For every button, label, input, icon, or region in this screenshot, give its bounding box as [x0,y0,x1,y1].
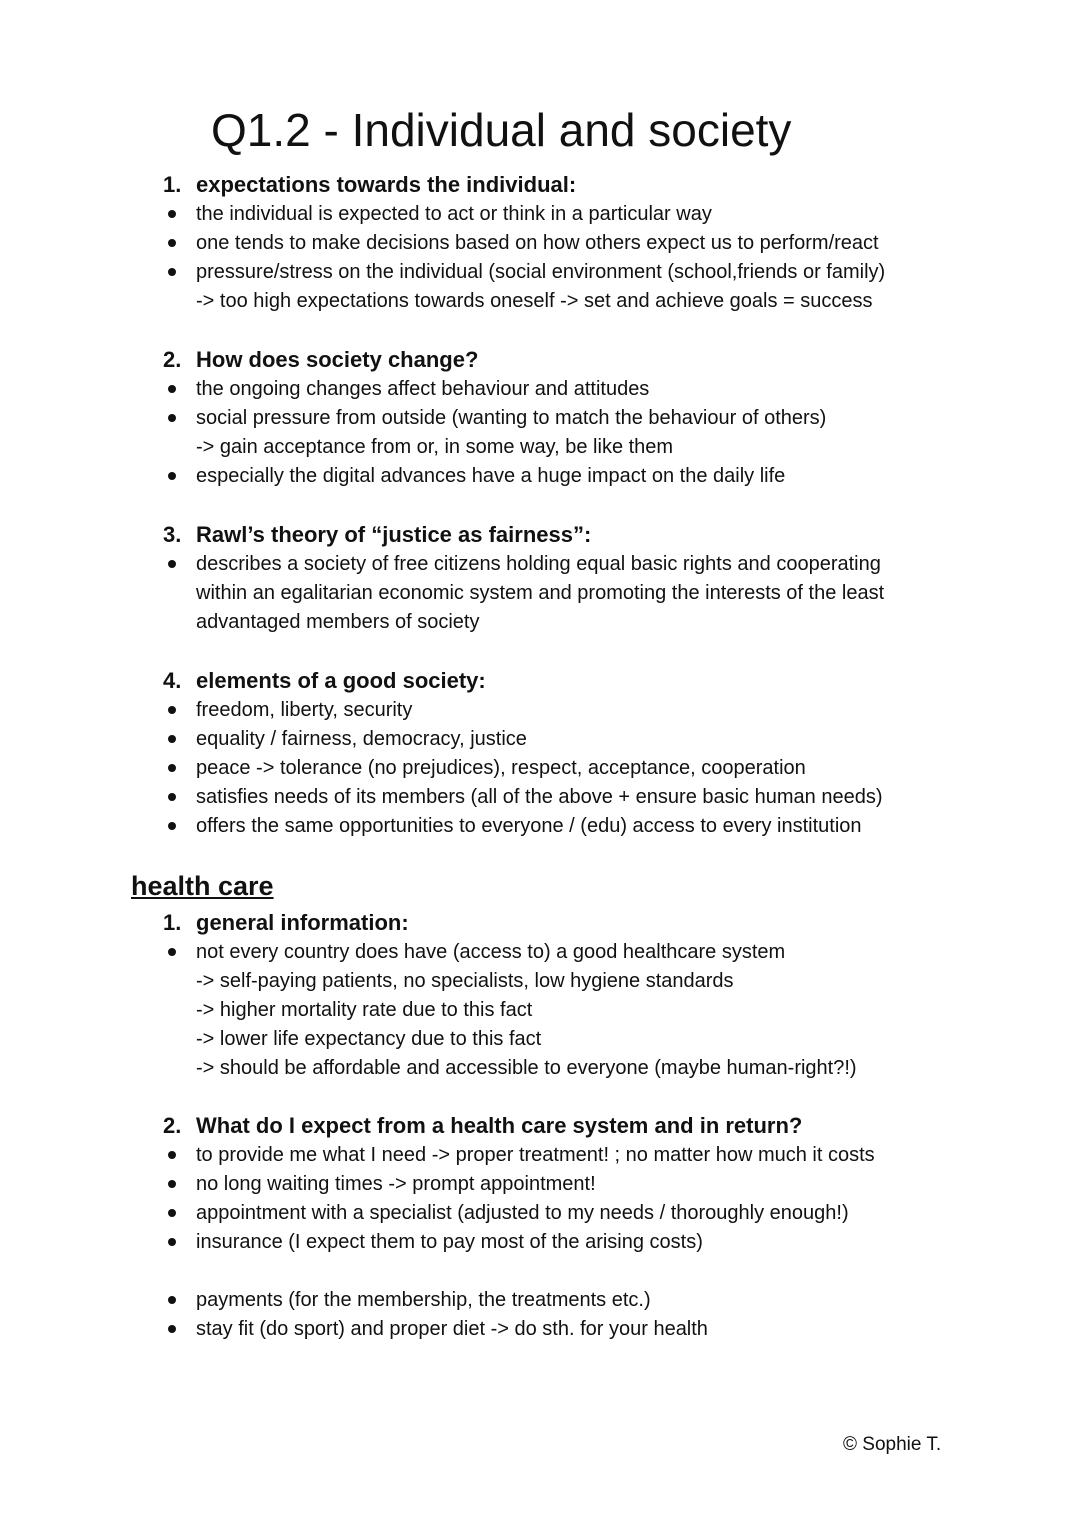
line-text: -> gain acceptance from or, in some way, be like them [196,436,674,458]
line-text: social pressure from outside (wanting to match the behaviour of others) [196,407,827,429]
bullet-item [196,1199,849,1228]
bullet-dot-icon [168,1325,176,1333]
bullet-dot-icon [168,1209,176,1217]
bullet-dot-icon [168,210,176,218]
line-text: equality / fairness, democracy, justice [196,728,527,750]
bullet-item [196,258,885,287]
bullet-dot-icon [168,414,176,422]
bullet-item [196,1228,703,1257]
bullet-item [196,375,649,404]
bullet-item [196,462,785,491]
bullet-item [196,404,826,433]
block-number: 3. [163,522,182,547]
bullet-item [196,754,806,783]
bullet-dot-icon [168,948,176,956]
bullet-item [196,812,862,841]
line-text: -> should be affordable and accessible to everyone (maybe human-right?!) [196,1057,857,1079]
bullet-item [196,550,881,579]
block-heading [163,666,486,695]
continuation-line [196,433,673,462]
block-number: 2. [163,1113,182,1138]
line-text: to provide me what I need -> proper treatment! ; no matter how much it costs [196,1144,875,1166]
bullet-item [196,1286,651,1315]
continuation-line [196,579,884,608]
block-number: 4. [163,668,182,693]
block-heading-text: general information: [196,910,409,935]
line-text: -> too high expectations towards oneself -> set and achieve goals = success [196,290,873,312]
continuation-line [196,287,873,316]
line-text: not every country does have (access to) a good healthcare system [196,941,786,963]
block-heading [163,345,478,374]
line-text: advantaged members of society [196,611,480,633]
line-text: the ongoing changes affect behaviour and attitudes [196,378,650,400]
bullet-dot-icon [168,1180,176,1188]
bullet-dot-icon [168,1151,176,1159]
health-care-heading: health care [131,871,274,901]
bullet-dot-icon [168,239,176,247]
bullet-dot-icon [168,385,176,393]
bullet-dot-icon [168,706,176,714]
block-heading-text: What do I expect from a health care system and in return? [196,1113,803,1138]
bullet-item [196,1315,708,1344]
bullet-item [196,1170,596,1199]
continuation-line [196,1025,541,1054]
block-heading [163,1111,802,1140]
continuation-line [196,967,734,996]
line-text: appointment with a specialist (adjusted to my needs / thoroughly enough!) [196,1202,849,1224]
continuation-line [196,996,532,1025]
line-text: payments (for the membership, the treatments etc.) [196,1289,651,1311]
bullet-dot-icon [168,1296,176,1304]
bullet-dot-icon [168,560,176,568]
bullet-item [196,783,882,812]
bullet-item [196,200,712,229]
copyright-note: © Sophie T. [843,1434,942,1455]
block-heading [163,170,576,199]
bullet-item [196,1141,875,1170]
line-text: freedom, liberty, security [196,699,413,721]
bullet-dot-icon [168,1238,176,1246]
bullet-item [196,725,527,754]
line-text: -> higher mortality rate due to this fact [196,999,533,1021]
bullet-dot-icon [168,268,176,276]
continuation-line [196,1054,857,1083]
page-title: Q1.2 - Individual and society [211,104,792,156]
line-text: no long waiting times -> prompt appointment! [196,1173,596,1195]
bullet-item [196,696,412,725]
block-number: 1. [163,910,182,935]
line-text: pressure/stress on the individual (social environment (school,friends or family) [196,261,886,283]
block-heading-text: elements of a good society: [196,668,486,693]
line-text: describes a society of free citizens holding equal basic rights and cooperating [196,553,881,575]
line-text: -> self-paying patients, no specialists, low hygiene standards [196,970,734,992]
line-text: insurance (I expect them to pay most of the arising costs) [196,1231,703,1253]
bullet-dot-icon [168,822,176,830]
block-heading-text: Rawl’s theory of “justice as fairness”: [196,522,592,547]
block-heading [163,908,409,937]
line-text: offers the same opportunities to everyone / (edu) access to every institution [196,815,862,837]
bullet-dot-icon [168,472,176,480]
block-heading [163,520,591,549]
block-number: 2. [163,347,182,372]
bullet-item [196,229,879,258]
bullet-dot-icon [168,735,176,743]
line-text: peace -> tolerance (no prejudices), respect, acceptance, cooperation [196,757,806,779]
line-text: one tends to make decisions based on how others expect us to perform/react [196,232,879,254]
line-text: -> lower life expectancy due to this fact [196,1028,542,1050]
block-heading-text: expectations towards the individual: [196,172,577,197]
line-text: the individual is expected to act or think in a particular way [196,203,712,225]
bullet-item [196,938,785,967]
bullet-dot-icon [168,793,176,801]
bullet-dot-icon [168,764,176,772]
line-text: especially the digital advances have a huge impact on the daily life [196,465,786,487]
line-text: within an egalitarian economic system and promoting the interests of the least [196,582,885,604]
continuation-line [196,608,480,637]
block-heading-text: How does society change? [196,347,479,372]
block-number: 1. [163,172,182,197]
line-text: satisfies needs of its members (all of the above + ensure basic human needs) [196,786,883,808]
line-text: stay fit (do sport) and proper diet -> do sth. for your health [196,1318,708,1340]
